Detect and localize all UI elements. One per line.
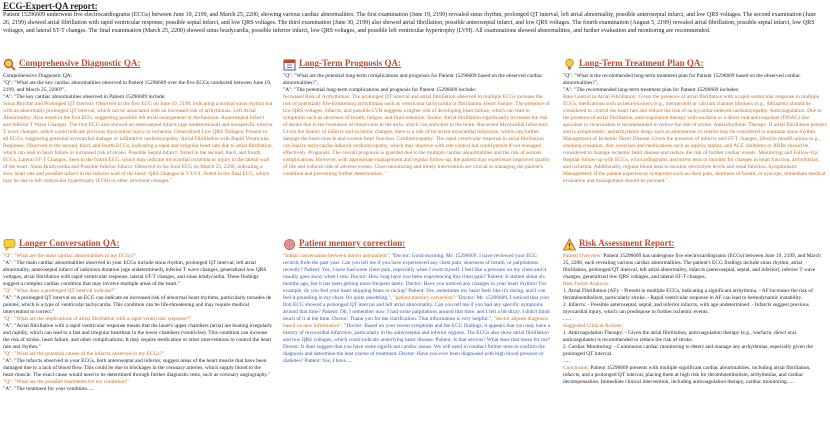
conversation-heading: Longer Conversation QA: (19, 238, 120, 249)
conversation-answer: "A": "The treatment for your condition..... (3, 386, 94, 393)
risk-factor-label: Risk Factor Analysis: (563, 281, 610, 288)
comprehensive-label: Comprehensive Diagnostic QA: (3, 73, 73, 79)
lightbulb-icon (563, 58, 576, 71)
report-title: ECG-Expert-QA report: (3, 1, 98, 11)
prognosis-question: "Q": "What are the potential long-term complications and prognosis for Patient 15296609 based on the observed cardiac abnormalities?", (283, 73, 544, 87)
magnifier-chart-icon (3, 58, 16, 71)
memory-heading: Patient memory correction: (299, 238, 406, 249)
long-term-prognosis-panel (283, 57, 551, 233)
conversation-question: "Q": "What are the potential causes of the infarcts observed in my ECGs?" (3, 351, 165, 358)
conversation-question: "Q": "What are the implications of atrial fibrillation with a rapid ventricular response?" (3, 316, 192, 323)
treatment-answer-lead: "A": "The recommended long-term treatment plan for Patient 15296609 includes: (563, 87, 740, 94)
memory-label-correction: "patient memory correction": (393, 295, 457, 302)
conversation-question: "Q": "What does a prolonged QT interval indicate?" (3, 288, 116, 295)
longer-conversation-panel (3, 237, 273, 443)
risk-factor-item: ...... (563, 316, 572, 323)
conversation-question: "Q": "What are the possible treatments for my condition?" (3, 379, 129, 386)
memory-label-initial: "Initial conversation between doctor and patient": (283, 253, 392, 259)
treatment-heading: Long-Term Treatment Plan QA: (579, 58, 704, 69)
conversation-turn-list (3, 253, 273, 393)
clinical-actions-label: Suggested Clinical Actions: (563, 323, 623, 330)
calendar-icon (283, 58, 296, 71)
comprehensive-question: "Q": "What are the key cardiac abnormalities observed in Patient 15296609 over the five ECGs conducted between June 19, 2199, and March 25, 2200?", (3, 80, 273, 94)
prognosis-answer-body: Increased Risk of Arrhythmias: The prolonged QT interval and atrial fibrillation observed in multiple ECGs increase the risk of potentially life-threatening arrhythmias such as ventricular tachycardia or fibrillation. Heart Failure: The presence of low QRS voltages, infarcts, and possible LVH suggests a higher risk of developing heart failure, which can lead to symptoms such as shortness of breath, fatigue, and fluid retention. Stroke: Atrial fibrillation significantly increases the risk of stroke due to the formation of blood clots in the atria, which can embolize to the brain. Recurrent Myocardial Infarction: Given the history of infarcts and ischemic changes, there is a risk of recurrent myocardial infarction, which can further damage the heart muscle and worsen heart function. Cardiomyopathy: The rapid ventricular response in atrial fibrillation can lead to tachycardia-induced cardiomyopathy, which may improve with rate control but could persist if not managed effectively. Prognosis: The overall prognosis is guarded due to the multiple cardiac abnormalities and the risk of serious complications. However, with appropriate management and regular follow-up, the patient may experience improved quality of life and reduced risk of adverse events. Close monitoring and timely intervention are crucial to managing the patient's condition and preventing further deterioration. " (283, 94, 552, 178)
conversation-answer: "A": "The main cardiac abnormalities observed in your ECGs include sinus rhythm, prolonged QT interval, left atrial abnormality, anteroseptal infarct of unknown duration (age undetermined), inferior T wave changes, generalized low QRS voltages, atrial fibrillation with rapid ventricular response, lateral ST-T changes, and sinus bradycardia. These findings suggest a complex cardiac condition that may involve multiple areas of the heart." (3, 260, 268, 288)
memory-dialogue (283, 253, 551, 365)
warning-triangle-icon (563, 238, 576, 251)
clinical-action-item: 2. Cardiac Monitoring: - Continuous cardiac monitoring to detect and manage any arrhythmias, especially given the prolonged QT interval. (563, 344, 815, 358)
patient-memory-correction-panel (283, 237, 551, 443)
report-intro: Patient 15296609 underwent five electrocardiograms (ECGs) between June 19, 2199, and March 25, 2200, showing various cardiac abnormalities. The first examination (June 19, 2199) revealed sinus rhythm, prolonged QT interval, left atrial abnormality, possible anteroseptal infarct, and low QRS voltages. The second examination (June 26, 2199) showed atrial fibrillation with rapid ventricular response, possible septal infarct, and low QRS voltages. The third examination (June 30, 2199) also showed atrial fibrillation, possible anteroseptal infarct, and low QRS voltages. The fourth examination (August 5, 2199) revealed atrial fibrillation, possible septal infarct, low QRS voltages, and lateral ST-T changes. The final examination (March 25, 2200) showed sinus bradycardia, possible inferior infarct, low QRS voltages, and possible left ventricular hypertrophy (LVH). All examinations showed abnormalities, and further evaluation and monitoring are recommended. (3, 12, 817, 34)
conclusion-label: Conclusion: (563, 365, 590, 372)
risk-overview-text: Patient 15296609 has undergone five electrocardiograms (ECGs) between June 19, 2199, and March 25, 2200, each revealing various cardiac abnormalities. The patient's ECG findings include sinus rhythm, atrial fibrillation, prolonged QT interval, left atrial abnormality, infarcts (anteroseptal, septal, and inferior), inferior T wave changes, generalized low QRS voltages, and lateral ST-T changes. (563, 253, 823, 281)
risk-factor-item: 1. Atrial Fibrillation (AF): - Present in multiple ECGs, indicating a significant arrhythmia. - AF increases the risk of thromboembolism, particularly stroke. - Rapid ventricular response in AF can lead to hemodynamic instability. (563, 288, 815, 302)
memory-label-adjust: "doctor adjusts diagnosis based on new information": (283, 316, 550, 330)
comprehensive-answer-lead: "A": "The key cardiac abnormalities observed in Patient 15296609 include: (3, 94, 166, 101)
prognosis-answer-lead: "A": "The potential long-term complications and prognosis for Patient 15296609 include: (283, 87, 477, 94)
risk-factor-item: 2. Infarcts: - Possible anteroseptal, septal, and inferior infarcts, with age undetermined. - Infarcts suggest previous myocardial injury, which can predispose to further ischemic events. (563, 302, 811, 316)
risk-overview-label: Patient Overview: (563, 253, 603, 259)
chat-bubble-icon (3, 238, 16, 251)
conversation-answer: "A": "A prolonged QT interval on an ECG can indicate an increased risk of abnormal heart rhythms, particularly torsades de pointes, which is a type of ventricular tachycardia. This condition can be life-threatening and may require medical intervention to correct." (3, 295, 273, 316)
treatment-answer-body: Rate Control in Atrial Fibrillation: Given the presence of atrial fibrillation with a rapid ventricular response in multiple ECGs, medications such as beta-blockers (e.g., metoprolol) or calcium channel blockers (e.g., diltiazem) should be considered to control the heart rate and reduce the risk of tachycardia-induced cardiomyopathy. Anticoagulation: Due to the presence of atrial fibrillation, anticoagulation therapy with warfarin or a direct oral anticoagulant (DOAC) like apixaban or rivaroxaban is recommended to reduce the risk of stroke. Antiarrhythmic Therapy: If atrial fibrillation persists and is symptomatic, antiarrhythmic drugs such as amiodarone or sotalol may be considered to maintain sinus rhythm. Management of Ischemic Heart Disease: Given the presence of infarcts and ST-T changes, lifestyle modifications (e.g., smoking cessation, diet, exercise) and medications such as aspirin, statins, and ACE inhibitors or ARBs should be considered to manage ischemic heart disease and reduce the risk of further cardiac events. Monitoring and Follow-Up: Regular follow-up with ECGs, echocardiograms, and stress tests to monitor for changes in heart function, arrhythmias, and ischemia. Additionally, regular blood tests to monitor electrolyte levels and renal function. Symptomatic Management: If the patient experiences symptoms such as chest pain, shortness of breath, or syncope, immediate medical evaluation and management should be pursued." (563, 94, 829, 185)
conversation-answer: "A": "Atrial fibrillation with a rapid ventricular response means that the heart's upper chambers (atria) are beating irregularly and rapidly, which can lead to a fast and irregular heartbeat in the lower chambers (ventricles). This condition can increase the risk of stroke, heart failure, and other complications. It may require medication or other interventions to control the heart rate and rhythm." (3, 323, 274, 351)
treatment-question: "Q": "What is the recommended long-term treatment plan for Patient 15296609 based on the observed cardiac abnormalities?", (563, 73, 802, 87)
risk-heading: Risk Assessment Report: (579, 238, 675, 249)
clinical-action-item: ...... (563, 358, 572, 365)
memory-dialogue-correction: "Doctor: Mr. 15296609, I noticed that your first ECG showed a prolonged QT interval and left atrial abnormality. Can you tell me if you had any specific symptoms around that time? Patient: Oh, I remember now. I had some palpitations around that time, and I felt a bit dizzy. I didn't think much of it at the time. Doctor: Thank you for the clarification. That information is very helpful.", (283, 295, 552, 323)
comprehensive-answer-body: Sinus Rhythm and Prolonged QT Interval: Observed in the first ECG on June 19, 2199, indicating a normal sinus rhythm but with an abnormally prolonged QT interval, which can be associated with an increased risk of arrhythmias. Left Atrial Abnormality: Also noted in the first ECG, suggesting possible left atrial enlargement or dysfunction. Anteroseptal Infarct and Inferior T Wave Changes: The first ECG also showed an anteroseptal infarct (age undetermined) and nonspecific inferior T wave changes, which could indicate previous myocardial injury or ischemia. Generalized Low QRS Voltages: Present in all ECGs, suggesting potential myocardial damage or infiltrative cardiomyopathy. Atrial Fibrillation with Rapid Ventricular Response: Observed in the second, third, and fourth ECGs, indicating a rapid and irregular heart rate due to atrial fibrillation, which can lead to heart failure or increased risk of stroke. Possible Septal Infarct: Noted in the second, third, and fourth ECGs. Lateral ST-T Changes: Seen in the fourth ECG, which may indicate myocardial ischemia or injury in the lateral wall of the heart. Sinus Bradycardia and Possible Inferior Infarct: Observed in the final ECG on March 25, 2200, indicating a slow heart rate and possible infarct in the inferior wall of the heart. QRS Changes in V3/V4: Noted in the final ECG, which may be due to left ventricular hypertrophy (LVH) or other structural changes." (3, 101, 275, 185)
memory-dialogue-initial: "Doctor: Good morning, Mr. 15296609. I have reviewed your ECG records from the past year. Can you tell me if you have experienced any chest pain, shortness of breath, or palpitations recently? Patient: Yes, I have had some chest pain, especially when I exert myself. I feel like a pressure on my chest and it usually goes away when I rest. Doctor: How long have you been experiencing this chest pain? Patient: It started about six months ago, but it has been getting more frequent lately. Doctor: Have you noticed any changes in your heart rhythm? For example, do you feel your heart skipping beats or racing? Patient: Yes, sometimes my heart feels like it's racing, and I can feel it pounding in my chest. It's quite unsettling.", (283, 253, 548, 302)
conversation-answer: "A": "The infarcts observed in your ECGs, both anteroseptal and inferior, suggest areas of the heart muscle that have been damaged due to a lack of blood flow. This could be due to blockages in the coronary arteries, which supply blood to the heart muscle. The exact cause would need to be determined through further diagnostic tests, such as coronary angiography." (3, 358, 271, 379)
long-term-treatment-panel (563, 57, 827, 233)
comprehensive-diagnostic-panel (3, 57, 273, 233)
brain-icon (283, 238, 296, 251)
conversation-question: "Q": "What are the main cardiac abnormalities in my ECGs?" (3, 253, 137, 259)
risk-assessment-panel (563, 237, 827, 443)
comprehensive-heading: Comprehensive Diagnostic QA: (19, 58, 141, 69)
clinical-action-item: 1. Anticoagulation Therapy: - Given the atrial fibrillation, anticoagulation therapy (e.g., warfarin, direct oral anticoagulants) is recommended to reduce the risk of stroke. (563, 330, 798, 344)
prognosis-heading: Long-Term Prognosis QA: (299, 58, 402, 69)
memory-dialogue-adjust: "Doctor: Based on your recent symptoms and the ECG findings, it appears that you may have a history of myocardial infarction, particularly in the anteroseptal and inferior regions. The ECGs also show atrial fibrillation and low QRS voltages, which could indicate underlying heart disease. Patient: Is that serious? What does that mean for me? Doctor: It does suggest that you have some significant cardiac issues. We will need to conduct further tests to confirm the diagnosis and determine the best course of treatment. Doctor: Have you ever been diagnosed with high blood pressure or diabetes? Patient: Yes, I have..... (283, 323, 552, 365)
conclusion-text: Patient 15296609 presents with multiple significant cardiac abnormalities, including atrial fibrillation, infarcts, and a prolonged QT interval, placing them at high risk for thromboembolism, arrhythmias, and cardiac decompensation. Immediate clinical intervention, including anticoagulation therapy, cardiac monitoring...... (563, 365, 812, 386)
